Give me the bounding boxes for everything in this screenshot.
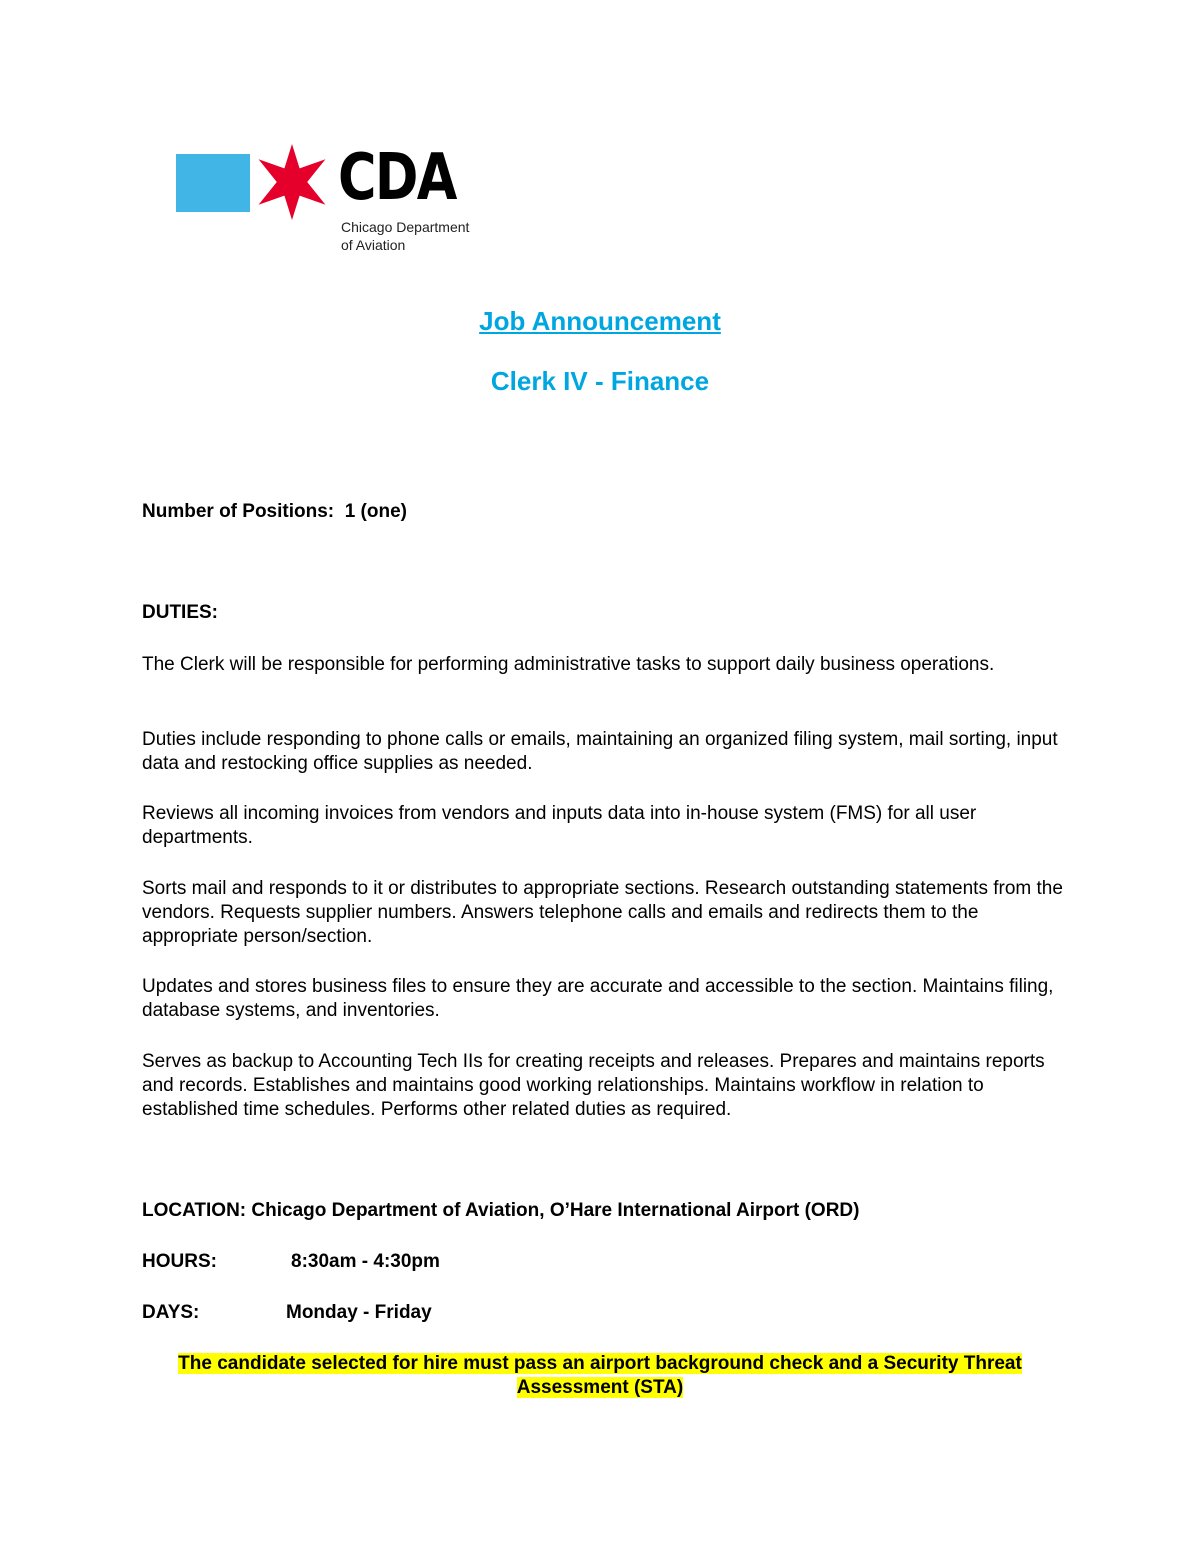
days-label: DAYS: (142, 1302, 200, 1323)
duty-paragraph: Serves as backup to Accounting Tech IIs for creating receipts and releases. Prepares and maintains reports and records. Establishes and maintains good working relationships. Maintains workflow in relation to established time schedules. Performs other related duties as required. (142, 1051, 1045, 1120)
duties-heading: DUTIES: (142, 602, 218, 623)
page-title: Job Announcement (479, 306, 721, 336)
logo-abbreviation: CDA (338, 141, 456, 215)
blue-square-icon (176, 154, 250, 212)
job-title: Clerk IV - Finance (490, 366, 710, 396)
duty-paragraph: Reviews all incoming invoices from vendors and inputs data into in-house system (FMS) for all user departments. (142, 803, 977, 848)
hours-line (142, 1250, 1062, 1274)
logo-subtitle (341, 218, 469, 254)
positions-label: Number of Positions: (142, 501, 335, 522)
duty-paragraph: Duties include responding to phone calls or emails, maintaining an organized filing system, mail sorting, input data and restocking office supplies as needed. (142, 729, 1058, 774)
location-value: Chicago Department of Aviation, O’Hare International Airport (ORD) (251, 1200, 860, 1221)
positions-value: 1 (one) (344, 501, 407, 522)
days-line (142, 1301, 1062, 1325)
location-line (142, 1199, 1062, 1223)
hours-label: HOURS: (142, 1251, 217, 1272)
days-value: Monday - Friday (286, 1302, 432, 1323)
hours-value: 8:30am - 4:30pm (291, 1251, 440, 1272)
notice-text: The candidate selected for hire must pass an airport background check and a Security Threat Assessment (STA) (178, 1353, 1022, 1398)
logo-subtitle-line2: of Aviation (341, 237, 406, 253)
background-check-notice (140, 1352, 1060, 1400)
cda-logo (176, 138, 496, 258)
logo-subtitle-line1: Chicago Department (341, 219, 470, 235)
duty-paragraph: Sorts mail and responds to it or distributes to appropriate sections. Research outstanding statements from the vendors. Requests supplier numbers. Answers telephone calls and emails and redirects them to the appropriate person/section. (142, 878, 1063, 947)
location-label: LOCATION: (142, 1200, 247, 1221)
red-star-icon (254, 138, 330, 226)
duty-paragraph: The Clerk will be responsible for performing administrative tasks to support daily business operations. (142, 654, 995, 675)
positions-line (142, 500, 1062, 524)
duty-paragraph: Updates and stores business files to ensure they are accurate and accessible to the section. Maintains filing, database systems, and inventories. (142, 976, 1054, 1021)
